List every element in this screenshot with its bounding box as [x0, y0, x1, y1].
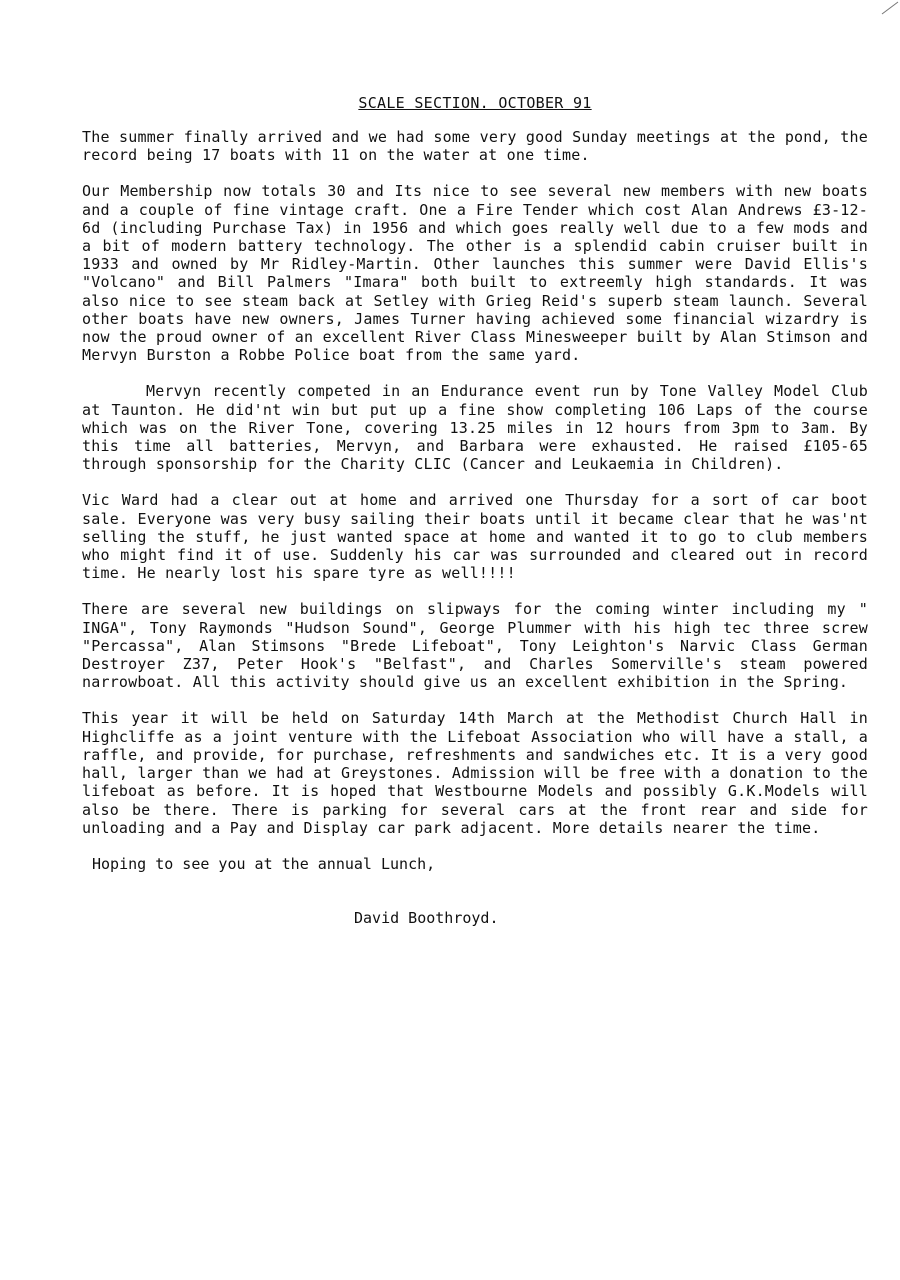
corner-pen-mark [840, 0, 900, 20]
document-title: SCALE SECTION. OCTOBER 91 [358, 94, 592, 112]
document-page [82, 94, 868, 927]
paragraph-car-boot-sale: Vic Ward had a clear out at home and arrived one Thursday for a sort of car boot sale. Everyone was very busy sailing their boats until it became clear that he was'nt selling the stuff, he just wanted space at home and wanted it to go to club members who might find it of use. Suddenly his car was surrounded and cleared out in record time. He nearly lost his spare tyre as well!!!! [82, 491, 868, 583]
signature: David Boothroyd. [354, 909, 499, 928]
paragraph-summer-meetings: The summer finally arrived and we had some very good Sunday meetings at the pond, the record being 17 boats with 11 on the water at one time. [82, 128, 868, 165]
closing-line: Hoping to see you at the annual Lunch, [92, 854, 436, 873]
paragraph-new-buildings: There are several new buildings on slipways for the coming winter including my " INGA", Tony Raymonds "Hudson Sound", George Plummer with his high tec three screw "Percassa", Alan Stimsons "Brede Lifeboat", Tony Leighton's Narvic Class German Destroyer Z37, Peter Hook's "Belfast", and Charles Somerville's steam powered narrowboat. All this activity should give us an excellent exhibition in the Spring. [82, 600, 868, 692]
paragraph-endurance-event: Mervyn recently competed in an Endurance event run by Tone Valley Model Club at Taunton. He did'nt win but put up a fine show completing 106 Laps of the course which was on the River Tone, covering 13.25 miles in 12 hours from 3pm to 3am. By this time all batteries, Mervyn, and Barbara were exhausted. He raised £105-65 through sponsorship for the Charity CLIC (Cancer and Leukaemia in Children). [82, 382, 868, 474]
paragraph-exhibition: This year it will be held on Saturday 14th March at the Methodist Church Hall in Highcliffe as a joint venture with the Lifeboat Association who will have a stall, a raffle, and provide, for purchase, refreshments and sandwiches etc. It is a very good hall, larger than we had at Greystones. Admission will be free with a donation to the lifeboat as before. It is hoped that Westbourne Models and possibly G.K.Models will also be there. There is parking for several cars at the front rear and side for unloading and a Pay and Display car park adjacent. More details nearer the time. [82, 709, 868, 837]
paragraph-membership: Our Membership now totals 30 and Its nice to see several new members with new boats and a couple of fine vintage craft. One a Fire Tender which cost Alan Andrews £3-12-6d (including Purchase Tax) in 1956 and which goes really well due to a few mods and a bit of modern battery technology. The other is a splendid cabin cruiser built in 1933 and owned by Mr Ridley-Martin. Other launches this summer were David Ellis's "Volcano" and Bill Palmers "Imara" both built to extreemly high standards. It was also nice to see steam back at Setley with Grieg Reid's superb steam launch. Several other boats have new owners, James Turner having achieved some financial wizardry is now the proud owner of an excellent River Class Minesweeper built by Alan Stimson and Mervyn Burston a Robbe Police boat from the same yard. [82, 182, 868, 365]
